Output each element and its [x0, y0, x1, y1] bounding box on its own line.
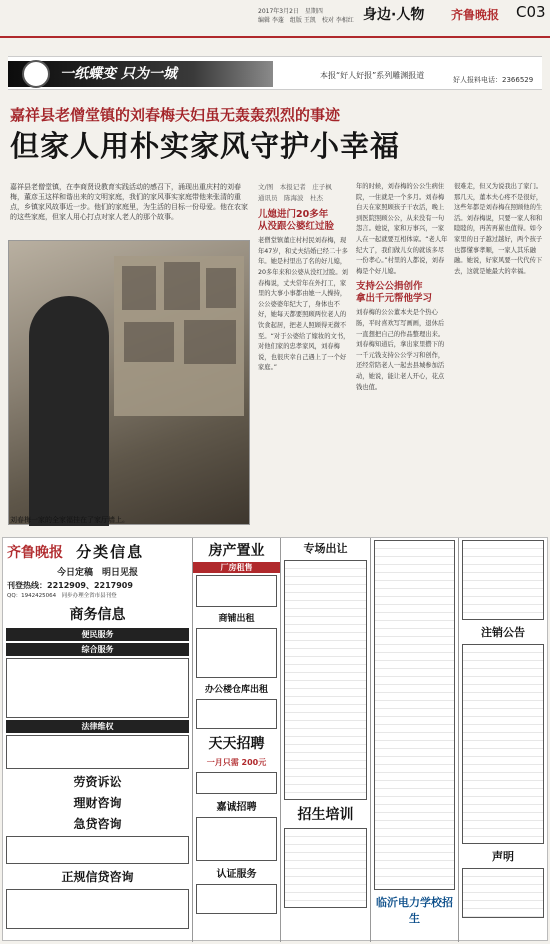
ad-block — [196, 628, 277, 678]
family-photo — [8, 240, 250, 525]
ad-listing — [462, 868, 544, 918]
ad-listing — [462, 540, 544, 620]
ads-column-5 — [459, 538, 547, 942]
date-line: 2017年3月2日 星期四 — [258, 8, 323, 15]
ad-listing — [284, 828, 367, 908]
ad-block — [6, 889, 189, 929]
lixiang-title: 理财咨询 — [73, 796, 122, 811]
ad-listing — [284, 560, 367, 800]
section-title: 身边·人物 — [363, 7, 425, 23]
page-header — [0, 0, 550, 38]
col2-heading: 支持公公捐创作 拿出千元帮他学习 — [356, 281, 433, 305]
col2-text2: 刘春梅的公公董本夫是个热心肠，平时喜欢写写画画，退休后一直想把自己的作品整理出来。刘春梅知道后，拿出家里攒下的一千元钱支持公公学习和创作，还经常陪老人一起去县城参加活动，她说，能让老人开心，花点钱也值。 — [356, 309, 445, 391]
ads-qq: QQ：1942425064 同步办理全省市县刊登 — [7, 593, 117, 599]
dianli-title: 临沂电力学校招生 — [376, 896, 453, 925]
zhuxiao-title: 注销公告 — [481, 626, 525, 639]
article-column-3 — [454, 182, 546, 532]
zhuanchang-title: 专场出让 — [303, 542, 348, 555]
col3-text: 很难走，但又为说我出了家门。那几天，董本夫心疼不是很好，这些年都是刘春梅在照顾他的生活。刘春梅说，只要一家人和和睦睦的，再苦再累也值得。如今家里的日子越过越好，两个孩子也都懂事孝顺，一家人其乐融融。她说，好家风要一代代传下去，这就是她最大的幸福。 — [454, 183, 543, 275]
photo-person — [29, 296, 109, 526]
series-label: 本报“好人好报”系列雕渊报道 — [320, 71, 425, 80]
byline-reporter: 文/图 本报记者 庄子枫 — [258, 183, 332, 191]
shangpu-title: 商铺出租 — [218, 614, 255, 624]
article-column-2 — [356, 182, 448, 532]
price-label: 一月只需 200元 — [206, 758, 267, 767]
series-banner — [8, 56, 542, 90]
ads-brand: 齐鲁晚报 — [7, 545, 63, 561]
hotline-label: 好人报料电话：2366529 — [453, 76, 534, 84]
ad-block — [196, 817, 277, 861]
ads-phone: 刊登热线：2212909、2217909 — [7, 581, 133, 590]
article-lede: 嘉祥县老僧堂镇，在李商贤设教育实践活动的感召下，涌现出重庆村的刘春梅，董彦玉这样和谐出来的文明家庭，我们的家风事实家庭带他来张清的重点，乡镇家风故事近一步。他们的家庭里，为生活的目标一份母爱。他在农家的这些家庭，但家人用心打点对家人老人的那个故事。 — [10, 183, 248, 221]
fangchan-title: 房产置业 — [208, 543, 265, 559]
col2-text: 年的时候，刘春梅的公公生病住院，一住就是一个多月。刘春梅白天在家照顾孩子干农活，晚上到医院照顾公公，从来没有一句怨言。她说，家和万事兴，一家人在一起就要互相体谅。“老人年纪大了，我们做儿女的就该多尽一份孝心。”村里的人都说，刘春梅是个好儿媳。 — [356, 183, 448, 275]
jizixun-title: 急贷咨询 — [73, 817, 122, 832]
col1-text: 老僧堂镇董庄村村民刘春梅，现年47岁，和丈夫结婚已经二十多年。她是村里出了名的好儿媳，20多年来和公婆从没红过脸。刘春梅说，丈夫常年在外打工，家里的大事小事都由她一人操持，公公婆婆年纪大了，身体也不好，她每天都要照顾两位老人的饮食起居，把老人照顾得无微不至。“对于公婆给了嫁妆的文书，对他们家的忠孝家风，刘春梅说，也很庆幸自己遇上了一个好家庭。” — [258, 237, 350, 372]
shengming-title: 声明 — [492, 850, 514, 863]
shangwu-title: 商务信息 — [69, 607, 126, 624]
editors-line: 编辑 李蓬 组版 王凯 校对 李相红 — [258, 17, 354, 24]
col1-heading: 儿媳进门20多年 从没跟公婆红过脸 — [258, 209, 335, 233]
ads-column-1 — [3, 538, 193, 942]
byline-contributors: 通讯员 陈海波 杜杰 — [258, 193, 323, 202]
ads-slogan: 今日定稿 明日见报 — [56, 568, 138, 578]
ad-listing — [374, 540, 455, 890]
banner-slogan: 一纸蝶变 只为一城 — [60, 66, 177, 82]
photo-wall — [114, 256, 244, 416]
article-subhead: 嘉祥县老僧堂镇的刘春梅夫妇虽无轰轰烈烈的事迹 — [10, 106, 341, 124]
ad-block — [196, 575, 277, 607]
article-headline: 但家人用朴实家风守护小幸福 — [10, 129, 401, 163]
classified-ads — [2, 537, 548, 941]
renzheng-title: 认证服务 — [216, 869, 257, 880]
photo-caption: 刘春梅一家的全家福挂在了家厅墙上。 — [10, 516, 129, 524]
article-column-1 — [258, 182, 350, 532]
zonghe-bar: 综合服务 — [6, 643, 189, 656]
ad-listing — [462, 644, 544, 844]
ads-column-4 — [371, 538, 459, 942]
page-number: C03 — [516, 3, 546, 21]
ad-block — [6, 658, 189, 718]
falv-bar: 法律维权 — [6, 720, 189, 733]
ads-column-3 — [281, 538, 371, 942]
jiaxiang-title: 嘉诚招聘 — [216, 802, 257, 813]
byline — [258, 182, 350, 203]
lawyer-title: 劳资诉讼 — [73, 775, 122, 790]
ad-block — [196, 884, 277, 914]
ads-column-2 — [193, 538, 281, 942]
zhaosheng-title: 招生培训 — [297, 807, 354, 823]
banzhuang-title: 办公楼仓库出租 — [204, 685, 268, 695]
zhengxin-title: 正规信贷咨询 — [61, 870, 134, 885]
ad-block — [196, 699, 277, 729]
banner-emblem-icon — [22, 60, 50, 88]
ad-block — [6, 836, 189, 864]
ad-block — [196, 772, 277, 794]
newspaper-logo: 齐鲁晚报 — [451, 8, 500, 22]
ad-block — [6, 735, 189, 769]
tiantian-title: 天天招聘 — [208, 736, 265, 752]
ads-title: 分类信息 — [76, 543, 145, 561]
changfang-bar: 厂房租售 — [193, 562, 280, 573]
bianmin-bar: 便民服务 — [6, 628, 189, 641]
